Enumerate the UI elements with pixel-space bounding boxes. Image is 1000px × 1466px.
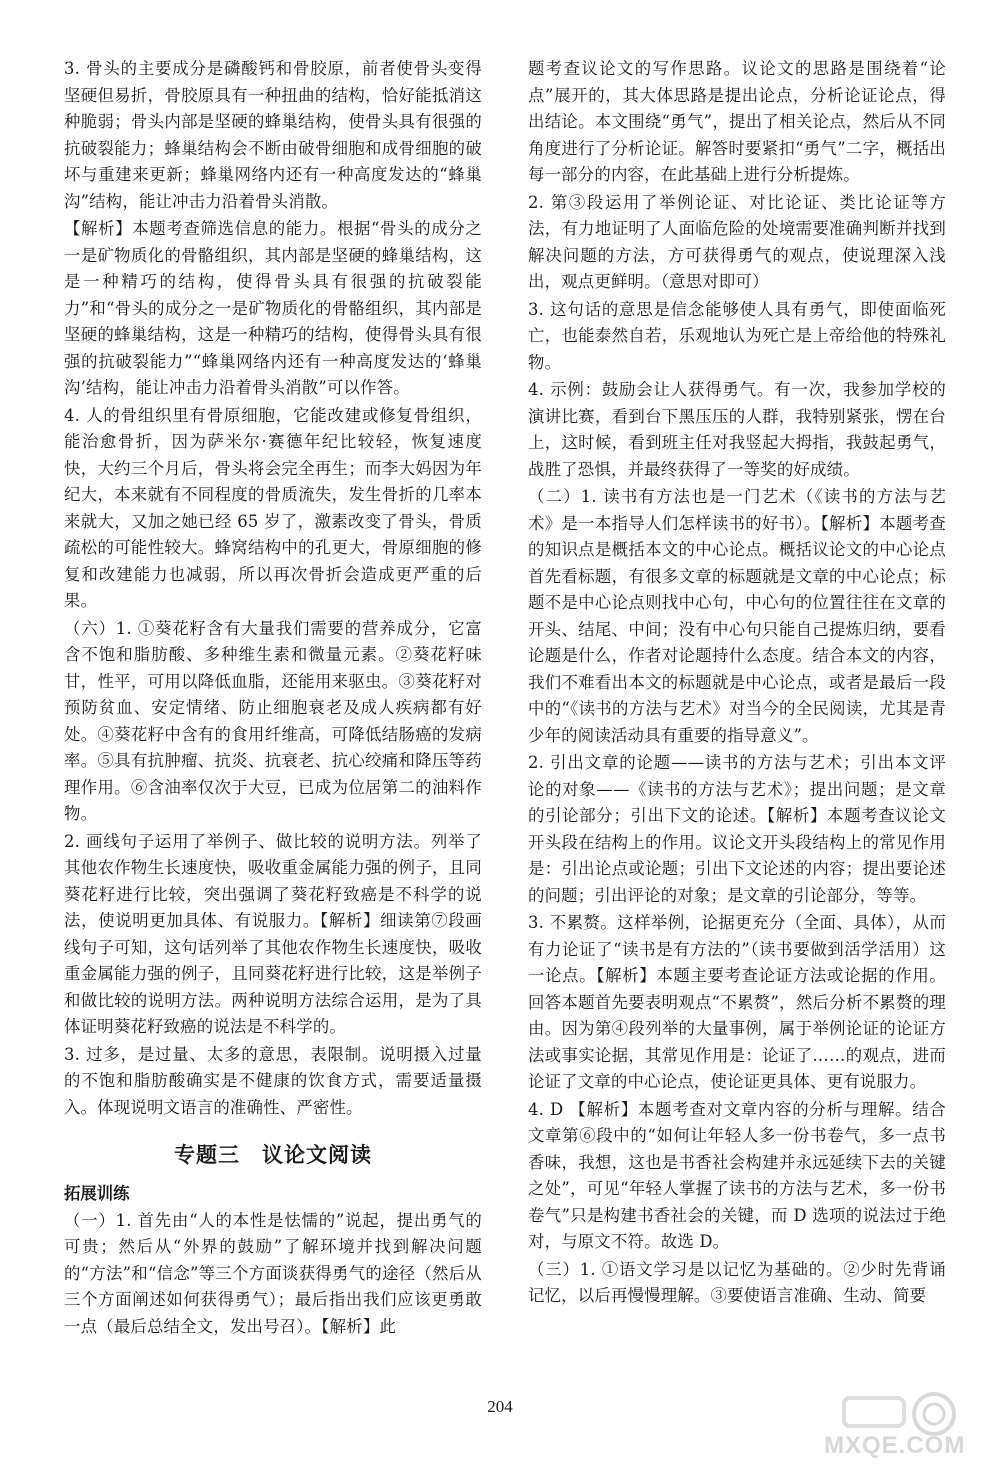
answer-paragraph: 3. 过多，是过量、太多的意思，表限制。说明摄入过量的不饱和脂肪酸确实是不健康的饮食方式，需要适量摄入。体现说明文语言的准确性、严密性。 xyxy=(64,1044,482,1117)
analysis-paragraph: 题考查议论文的写作思路。议论文的思路是围绕着“论点”展开的，其大体思路是提出论点，分析论证论点，得出结论。本文围绕“勇气”，提出了相关论点，然后从不同角度进行了分析论证。解答时要紧扣“勇气”二字，概括出每一部分的内容，在此基础上进行分析提炼。 xyxy=(528,59,946,184)
answer-paragraph: 4. 示例：鼓励会让人获得勇气。有一次，我参加学校的演讲比赛，看到台下黑压压的人群，我特别紧张，愣在台上，这时候，看到班主任对我竖起大拇指，我鼓起勇气，战胜了恐惧，并最终获得了一等奖的好成绩。 xyxy=(528,380,946,479)
subsection-heading: 拓展训练 xyxy=(64,1184,130,1203)
watermark-text: MXQE.COM xyxy=(824,1432,966,1459)
answer-paragraph: （一）1. 首先由“人的本性是怯懦的”说起，提出勇气的可贵；然后从“外界的鼓励”了解环境并找到解决问题的“方法”和“信念”等三个方面谈获得勇气的途径（然后从三个方面阐述如何获得勇气）；最后指出我们应该更勇敢一点（最后总结全文，发出号召）。【解析】此 xyxy=(64,1210,482,1336)
section-title: 专题三 议论文阅读 xyxy=(174,1142,372,1167)
left-column xyxy=(64,56,482,1341)
answer-paragraph: （六）1. ①葵花籽含有大量我们需要的营养成分，它富含不饱和脂肪酸、多种维生素和微量元素。②葵花籽味甘，性平，可用以降低血脂，还能用来驱虫。③葵花籽对预防贫血、安定情绪、防止细胞衰老及成人疾病都有好处。④葵花籽中含有的食用纤维高，可降低结肠癌的发病率。⑤具有抗肿瘤、抗炎、抗衰老、抗心绞痛和降压等药理作用。⑥含油率仅次于大豆，已成为位居第二的油料作物。 xyxy=(64,618,482,823)
answer-paragraph: 4. D 【解析】本题考查对文章内容的分析与理解。结合文章第⑥段中的“如何让年轻人多一份书卷气，多一点书香味，我想，这也是书香社会构建并永远延续下去的关键之处”，可见“年轻人掌握了读书的方法与艺术，多一份书卷气”只是构建书香社会的关键，而 D 选项的说法过于绝对，与原文不符。故选 D。 xyxy=(528,1099,946,1251)
answer-paragraph: 2. 画线句子运用了举例子、做比较的说明方法。列举了其他农作物生长速度快，吸收重金属能力强的例子，且同葵花籽进行比较，突出强调了葵花籽致癌是不科学的说法，使说明更加具体、有说服力。【解析】细读第⑦段画线句子可知，这句话列举了其他农作物生长速度快，吸收重金属能力强的例子，且同葵花籽进行比较，这是举例子和做比较的说明方法。两种说明方法综合运用，是为了具体证明葵花籽致癌的说法是不科学的。 xyxy=(64,831,482,1036)
answer-paragraph: 3. 骨头的主要成分是磷酸钙和骨胶原，前者使骨头变得坚硬但易折，骨胶原具有一种扭曲的结构，恰好能抵消这种脆弱；骨头内部是坚硬的蜂巢结构，使骨头具有很强的抗破裂能力；蜂巢结构会不断由破骨细胞和成骨细胞的破坏与重建来更新；蜂巢网络内还有一种高度发达的“蜂巢沟”结构，能让冲击力沿着骨头消散。 xyxy=(64,59,482,211)
answer-paragraph: （三）1. ①语文学习是以记忆为基础的。②少时先背诵记忆，以后再慢慢理解。③要使语言准确、生动、简要 xyxy=(528,1259,946,1305)
answer-paragraph: （二）1. 读书有方法也是一门艺术（《读书的方法与艺术》是一本指导人们怎样读书的好书）。【解析】本题考查的知识点是概括本文的中心论点。概括议论文的中心论点首先看标题，有很多文章的标题就是文章的中心论点；标题不是中心论点则找中心句，中心句的位置往往在文章的开头、结尾、中间；没有中心句只能自己提炼归纳，要看论题是什么，作者对论题持什么态度。结合本文的内容，我们不难看出本文的标题就是中心论点，或者是最后一段中的“《读书的方法与艺术》对当今的全民阅读，尤其是青少年的阅读活动具有重要的指导意义”。 xyxy=(528,487,946,745)
answer-paragraph: 4. 人的骨组织里有骨原细胞，它能改建或修复骨组织，能治愈骨折，因为萨米尔·赛德年纪比较轻，恢复速度快，大约三个月后，骨头将会完全再生；而李大妈因为年纪大，本来就有不同程度的骨质流失，发生骨折的几率本来就大，又加之她已经 65 岁了，激素改变了骨头，骨质疏松的可能性较大。蜂窝结构中的孔更大，骨原细胞的修复和改建能力也减弱，所以再次骨折会造成更严重的后果。 xyxy=(64,405,482,610)
page-number: 204 xyxy=(487,1397,513,1416)
answer-paragraph: 2. 第③段运用了举例论证、对比论证、类比论证等方法，有力地证明了人面临危险的处境需要准确判断并找到解决问题的方法，方可获得勇气的观点，使说理深入浅出，观点更鲜明。（意思对即可） xyxy=(528,192,946,291)
watermark-logo xyxy=(784,1388,984,1460)
answer-paragraph: 3. 这句话的意思是信念能够使人具有勇气，即使面临死亡，也能泰然自若，乐观地认为死亡是上帝给他的特殊礼物。 xyxy=(528,299,946,372)
answer-paragraph: 2. 引出文章的论题——读书的方法与艺术；引出本文评论的对象——《读书的方法与艺术》；提出问题；是文章的引论部分；引出下文的论述。【解析】本题考查议论文开头段在结构上的作用。议论文开头段结构上的常见作用是：引出论点或论题；引出下文论述的内容；提出要论述的问题；引出评论的对象；是文章的引论部分，等等。 xyxy=(528,753,946,905)
right-column xyxy=(528,56,946,1311)
answer-paragraph: 3. 不累赘。这样举例，论据更充分（全面、具体），从而有力论证了“读书是有方法的”（读书要做到活学活用）这一论点。【解析】本题主要考查论证方法或论据的作用。回答本题首先要表明观点“不累赘”，然后分析不累赘的理由。因为第④段列举的大量事例，属于举例论证的论证方法或事实论据，其常见作用是：论证了……的观点，进而论证了文章的中心论点，使论证更具体、更有说服力。 xyxy=(528,913,947,1091)
analysis-paragraph: 【解析】本题考查筛选信息的能力。根据“骨头的成分之一是矿物质化的骨骼组织，其内部是坚硬的蜂巢结构，这是一种精巧的结构，使得骨头具有很强的抗破裂能力”和“骨头的成分之一是矿物质化的骨骼组织，其内部是坚硬的蜂巢结构，这是一种精巧的结构，使得骨头具有很强的抗破裂能力”“蜂巢网络内还有一种高度发达的‘蜂巢沟’结构，能让冲击力沿着骨头消散”可以作答。 xyxy=(64,219,482,397)
